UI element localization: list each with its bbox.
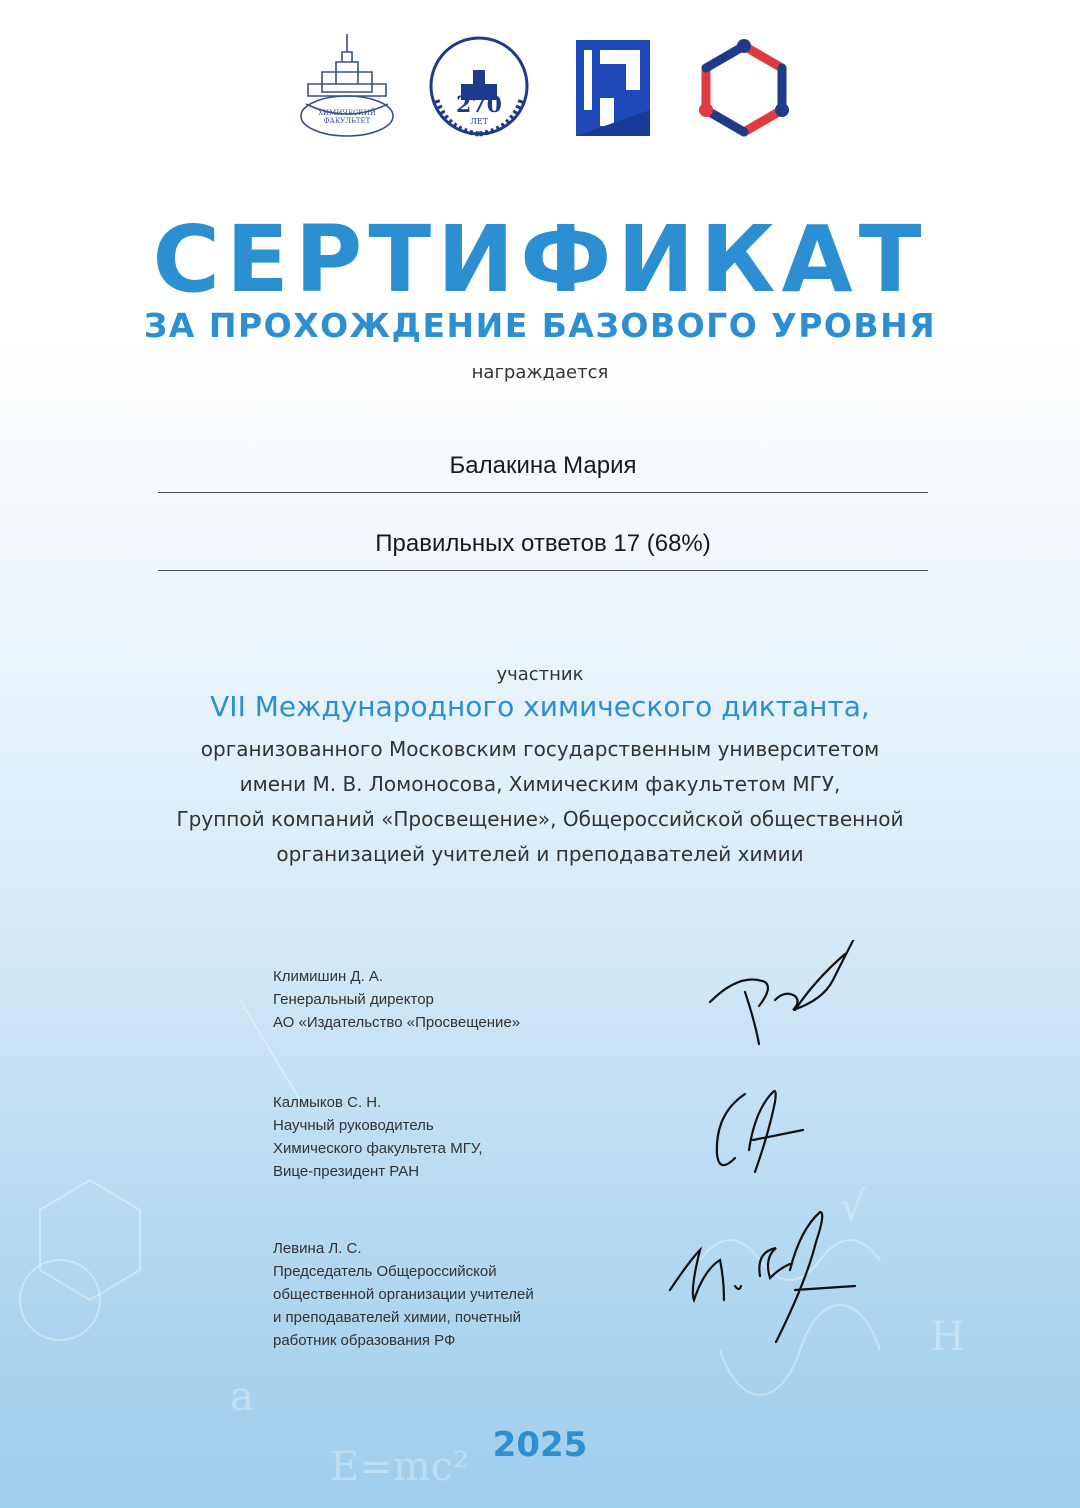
organizers-line: организованного Московским государственным университетом xyxy=(200,737,880,761)
signer-position: общественной организации учителей xyxy=(273,1286,534,1303)
signer-block-2 xyxy=(273,1091,483,1183)
chemistry-teachers-org-logo-icon xyxy=(696,38,792,138)
signer-position: АО «Издательство «Просвещение» xyxy=(273,1014,521,1031)
certificate-subtitle: ЗА ПРОХОЖДЕНИЕ БАЗОВОГО УРОВНЯ xyxy=(143,306,937,345)
signer-position: и преподавателей химии, почетный xyxy=(273,1309,521,1326)
organizers-line: имени М. В. Ломоносова, Химическим факультетом МГУ, xyxy=(239,772,841,796)
certificate-year: 2025 xyxy=(492,1425,588,1465)
background-formulas-decoration xyxy=(0,880,1080,1508)
organizers-line: организацией учителей и преподавателей химии xyxy=(276,842,804,866)
prosveshchenie-logo-icon xyxy=(576,40,650,136)
svg-text:E=mc²: E=mc² xyxy=(330,1444,470,1490)
participant-label: участник xyxy=(496,664,584,685)
signer-position: работник образования РФ xyxy=(273,1332,456,1349)
signer-block-1 xyxy=(273,965,520,1034)
recipient-name: Балакина Мария xyxy=(158,452,928,493)
signature-klimishin xyxy=(705,940,870,1050)
organizers-line: Группой компаний «Просвещение», Общероссийской общественной xyxy=(176,807,904,831)
svg-text:ФАКУЛЬТЕТ: ФАКУЛЬТЕТ xyxy=(323,117,371,125)
msu-chemistry-faculty-emblem-icon xyxy=(298,30,396,138)
signer-block-3 xyxy=(273,1237,534,1352)
signer-position: Генеральный директор xyxy=(273,991,434,1008)
logos-row xyxy=(0,30,1080,145)
signer-name: Климишин Д. А. xyxy=(273,968,384,985)
msu-270-anniversary-emblem-icon xyxy=(425,30,533,138)
signer-position: Химического факультета МГУ, xyxy=(273,1140,483,1157)
signer-position: Председатель Общероссийской xyxy=(273,1263,497,1280)
svg-text:270: 270 xyxy=(456,92,502,118)
svg-text:ЛЕТ: ЛЕТ xyxy=(470,117,488,126)
signer-position: Вице-президент РАН xyxy=(273,1163,420,1180)
certificate-title: СЕРТИФИКАТ xyxy=(152,206,928,313)
score-text: Правильных ответов 17 (68%) xyxy=(158,530,928,571)
organizers-text xyxy=(0,732,1080,872)
svg-text:H: H xyxy=(930,1314,965,1360)
signer-name: Калмыков С. Н. xyxy=(273,1094,382,1111)
svg-text:a: a xyxy=(230,1374,254,1420)
signer-name: Левина Л. С. xyxy=(273,1240,362,1257)
signature-kalmykov xyxy=(705,1080,815,1190)
event-name: VII Международного химического диктанта, xyxy=(210,690,870,723)
svg-text:ХИМИЧЕСКИЙ: ХИМИЧЕСКИЙ xyxy=(318,109,376,117)
svg-text:√: √ xyxy=(840,1184,866,1230)
signature-levina xyxy=(665,1210,865,1350)
awarded-label: награждается xyxy=(471,362,609,383)
signer-position: Научный руководитель xyxy=(273,1117,434,1134)
